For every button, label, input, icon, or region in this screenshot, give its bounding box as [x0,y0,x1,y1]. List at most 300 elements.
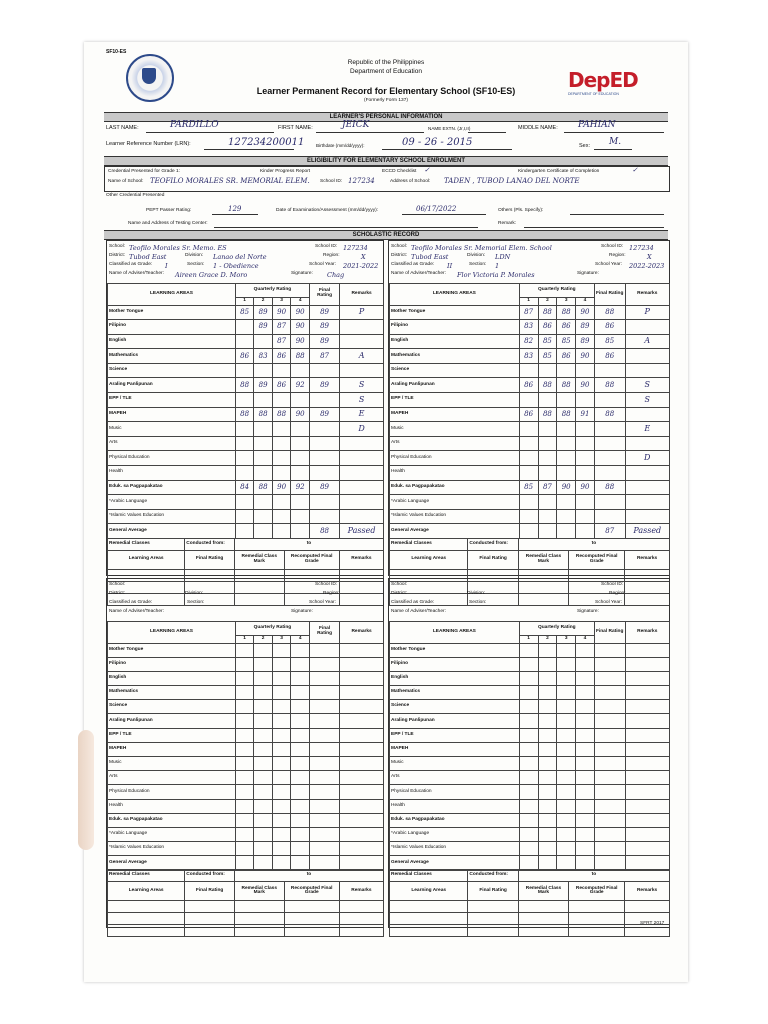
quarter-grade [519,700,538,714]
quarter-grade [291,700,310,714]
remedial-cell [185,901,235,913]
quarter-grade [291,757,310,771]
quarter-grade: 83 [519,320,538,335]
remark-value [625,480,669,495]
remark-value [625,349,669,364]
quarter-grade [557,799,576,813]
quarter-grade [557,436,576,451]
grade-label: Classified as Grade: [109,262,153,267]
remark-value: A [625,334,669,349]
division-value: Lanao del Norte [213,253,267,261]
remedial-cell [390,901,468,913]
quarter-grade [538,363,557,378]
remark-value [625,657,669,671]
final-grade: 89 [309,320,339,335]
quarter-1-header: 1 [235,297,254,305]
final-grade [309,436,339,451]
eccd-label: ECCD Checklist [382,169,417,174]
subject-label: EPP / TLE [108,728,236,742]
remedial-cell [569,925,625,937]
table-row [390,728,670,742]
school-year-label: School Year: [309,600,336,605]
division-label: Division: [467,253,486,258]
subject-label: Mother Tongue [108,305,236,320]
final-grade: 87 [594,524,625,539]
quarter-grade [557,363,576,378]
quarter-grade [576,393,595,408]
quarter-grade: 88 [235,378,254,393]
remark-value [625,842,669,856]
remedial-cell [185,913,235,925]
quarter-grade: 89 [254,305,273,320]
adviser-label: Name of Adviser/Teacher: [391,609,446,614]
final-grade [309,466,339,481]
school-label: School: [109,244,125,249]
remedial-cell [339,913,383,925]
quarter-grade [272,657,291,671]
grade-label: Classified as Grade: [391,262,435,267]
quarter-grade [235,856,254,870]
table-row [108,509,384,524]
remedial-cell [468,925,518,937]
quarter-grade [235,363,254,378]
final-grade [594,363,625,378]
quarter-grade [235,785,254,799]
remark-value: E [625,422,669,437]
quarter-grade [291,742,310,756]
section-label: Section: [187,262,205,267]
quarter-grade [538,686,557,700]
quarter-grade [557,451,576,466]
quarter-grade: 88 [254,407,273,422]
subject-label: EPP / TLE [108,393,236,408]
remark-value [340,334,384,349]
subject-label: Health [108,799,236,813]
remedial-classes-label: Remedial Classes [390,870,468,882]
quarter-grade: 87 [519,305,538,320]
subject-label: Music [390,757,520,771]
quarter-grade [557,509,576,524]
school-year-label: School Year: [309,262,336,267]
quarter-grade [291,422,310,437]
table-row [108,799,384,813]
learning-areas-header: LEARNING AREAS [108,622,236,644]
quarter-grade [576,686,595,700]
final-grade [309,509,339,524]
final-grade: 89 [309,334,339,349]
quarter-grade: 90 [576,480,595,495]
subject-label: *Islamic Values Education [390,842,520,856]
quarter-grade: 90 [291,407,310,422]
subject-label: Filipino [108,657,236,671]
quarter-grade [576,524,595,539]
subject-label: Arts [108,771,236,785]
quarter-grade [519,856,538,870]
school-year-label: School Year: [595,600,622,605]
quarter-grade [272,842,291,856]
remedial-class-mark-header: Remedial Class Mark [518,550,568,569]
remark-value [340,480,384,495]
remark-value: S [625,393,669,408]
school-year-label: School Year: [595,262,622,267]
kinder-cert-check-icon: ✓ [632,166,638,174]
subject-label: MAPEH [108,407,236,422]
region-label: Region: [323,253,340,258]
school-id-value: 127234 [348,177,375,185]
remark-value [625,320,669,335]
quarter-grade: 90 [291,320,310,335]
final-grade [309,393,339,408]
remedial-cell [468,913,518,925]
quarter-4-header: 4 [291,635,310,643]
quarter-grade [254,771,273,785]
conducted-from-label: Conducted from: [468,870,518,882]
final-rating-header: Final Rating [309,622,339,644]
quarter-grade: 85 [538,334,557,349]
quarter-grade [557,757,576,771]
remark-value [340,813,384,827]
quarter-grade [272,363,291,378]
quarter-grade: 88 [557,407,576,422]
subject-label: *Arabic Language [390,495,520,510]
table-row [390,320,670,335]
remedial-cell [284,925,339,937]
quarter-grade [519,671,538,685]
quarter-grade: 88 [272,407,291,422]
final-grade [309,842,339,856]
adviser-label: Name of Adviser/Teacher: [109,271,164,276]
final-grade [309,785,339,799]
final-grade [309,856,339,870]
quarter-grade [519,466,538,481]
subject-label: English [390,334,520,349]
quarter-grade [519,799,538,813]
subject-label: EPP / TLE [390,393,520,408]
final-grade [309,827,339,841]
remark-value [625,671,669,685]
table-row [390,393,670,408]
quarter-grade [576,742,595,756]
table-row [390,495,670,510]
remark-value [340,771,384,785]
quarter-grade [557,524,576,539]
middle-name-label: MIDDLE NAME: [518,125,558,131]
subject-label: Eduk. sa Pagpapakatao [390,813,520,827]
quarter-grade: 88 [557,305,576,320]
kinder-report-label: Kinder Progress Report [260,169,311,174]
quarter-1-header: 1 [235,635,254,643]
scholastic-bar: SCHOLASTIC RECORD [104,230,668,240]
thumb-edge [78,730,94,850]
form-title: Learner Permanent Record for Elementary School (SF10-ES) [256,86,516,96]
quarter-grade [576,643,595,657]
remedial-table [389,869,670,937]
district-value: Tubod East [129,253,167,261]
table-row [108,378,384,393]
final-grade [309,643,339,657]
final-grade: 86 [594,320,625,335]
quarter-grade: 88 [538,407,557,422]
final-grade [594,785,625,799]
table-row [108,686,384,700]
remark-value [340,700,384,714]
quarter-grade: 86 [235,349,254,364]
quarter-grade [538,466,557,481]
remark-value [625,495,669,510]
quarter-grade [235,509,254,524]
quarter-grade: 92 [291,480,310,495]
remedial-class-mark-header: Remedial Class Mark [234,550,284,569]
other-credential-label: Other Credential Presented [106,193,165,198]
quarter-grade [272,466,291,481]
remark-value [340,856,384,870]
quarter-grade [576,422,595,437]
final-grade: 88 [594,378,625,393]
grades-table [107,283,384,539]
subject-label: EPP / TLE [390,728,520,742]
last-name-label: LAST NAME: [106,125,139,131]
remedial-cell [284,901,339,913]
quarter-grade [519,436,538,451]
grade-value: I [165,262,168,270]
remedial-table [107,869,384,937]
quarter-grade [235,771,254,785]
quarter-grade [538,827,557,841]
quarter-grade [576,842,595,856]
quarter-grade [557,771,576,785]
final-grade [309,714,339,728]
remedial-cell [108,925,185,937]
final-grade [309,495,339,510]
quarter-grade [291,785,310,799]
remark-value [625,856,669,870]
remedial-final-rating-header: Final Rating [185,882,235,901]
subject-label: Mathematics [390,349,520,364]
quarter-grade [519,686,538,700]
middle-name-value: PAHIAN [578,120,616,130]
final-grade [594,495,625,510]
quarter-grade [291,657,310,671]
final-grade: 88 [594,305,625,320]
quarter-grade [235,657,254,671]
final-grade: 88 [309,524,339,539]
remark-value [340,320,384,335]
table-row [390,842,670,856]
quarter-grade [538,856,557,870]
quarter-grade [254,524,273,539]
quarter-grade [235,451,254,466]
quarter-grade [235,827,254,841]
quarter-grade [519,495,538,510]
quarter-grade [557,728,576,742]
quarter-grade [519,813,538,827]
signature-value: Chag [327,271,345,279]
table-row [390,451,670,466]
school-id-label: School ID: [601,582,624,587]
quarter-grade [254,643,273,657]
quarter-grade: 87 [538,480,557,495]
remark-value [625,643,669,657]
quarter-grade [272,436,291,451]
quarter-grade: 89 [254,378,273,393]
quarter-grade [576,363,595,378]
quarter-grade [254,334,273,349]
table-row [390,524,670,539]
quarter-grade [235,799,254,813]
quarter-grade [557,714,576,728]
remarks-header: Remarks [625,622,669,644]
quarter-grade [254,657,273,671]
subject-label: General Average [108,524,236,539]
quarter-grade [254,742,273,756]
quarter-grade [291,714,310,728]
subject-label: Mother Tongue [390,643,520,657]
quarter-grade [254,827,273,841]
remark-value [340,842,384,856]
to-label: to [234,870,383,882]
table-row [108,495,384,510]
remark-value: E [340,407,384,422]
quarter-grade: 88 [291,349,310,364]
subject-label: General Average [108,856,236,870]
final-grade [594,422,625,437]
remark-value: S [625,378,669,393]
subject-label: Physical Education [390,785,520,799]
quarter-grade [272,742,291,756]
quarter-grade [557,671,576,685]
division-label: Division: [185,253,204,258]
remark-value [625,686,669,700]
adviser-value: Aireen Grace D. Moro [175,271,248,279]
remark-value [340,686,384,700]
division-label: Division: [185,591,204,596]
subject-label: Physical Education [108,785,236,799]
quarter-grade [576,771,595,785]
quarter-grade [538,393,557,408]
quarter-grade [557,686,576,700]
subject-label: Arts [390,436,520,451]
final-grade [594,856,625,870]
quarter-grade: 86 [538,320,557,335]
quarter-grade: 84 [235,480,254,495]
quarter-grade [291,799,310,813]
school-label: School: [109,582,125,587]
table-row [108,742,384,756]
remedial-cell [468,901,518,913]
subject-label: Science [108,363,236,378]
final-grade [594,771,625,785]
quarter-grade [272,451,291,466]
table-row [108,771,384,785]
kinder-cert-label: Kindergarten Certificate of Completion [518,169,600,174]
table-row [390,657,670,671]
quarter-grade: 88 [235,407,254,422]
subject-label: *Islamic Values Education [390,509,520,524]
remark-value [340,643,384,657]
quarter-grade [254,714,273,728]
region-label: Region: [609,253,626,258]
quarter-grade [519,524,538,539]
quarter-grade [254,393,273,408]
deped-logo: DepED [568,68,638,92]
subject-label: *Arabic Language [108,495,236,510]
final-grade [594,700,625,714]
quarter-grade [235,436,254,451]
region-value: X [647,253,652,261]
quarter-grade [291,827,310,841]
table-row [390,700,670,714]
quarter-grade: 86 [557,320,576,335]
final-grade [594,671,625,685]
remark-value: S [340,378,384,393]
table-row [108,466,384,481]
table-row [108,657,384,671]
table-row [390,305,670,320]
table-row [390,785,670,799]
remark-value [625,757,669,771]
final-grade: 87 [309,349,339,364]
quarter-grade [557,422,576,437]
lrn-label: Learner Reference Number (LRN): [106,141,191,147]
quarter-grade [272,771,291,785]
subject-label: Health [390,466,520,481]
table-row [108,524,384,539]
conducted-from-label: Conducted from: [185,870,235,882]
remark-value [340,363,384,378]
quarter-grade [254,799,273,813]
grades-table [389,283,670,539]
quarter-grade [519,509,538,524]
final-grade [309,422,339,437]
remedial-remarks-header: Remarks [339,882,383,901]
quarter-grade: 89 [254,320,273,335]
school-id-label: School ID: [320,179,343,184]
school-id-label: School ID: [601,244,624,249]
subject-label: English [390,671,520,685]
quarter-grade: 86 [519,378,538,393]
subject-label: Mathematics [390,686,520,700]
subject-label: *Arabic Language [108,827,236,841]
remedial-cell [284,913,339,925]
quarter-grade [235,686,254,700]
table-row [390,378,670,393]
final-grade [594,657,625,671]
quarter-grade [576,436,595,451]
remark-value: P [625,305,669,320]
grade-label: Classified as Grade: [391,600,435,605]
school-year-value: 2021-2022 [343,262,379,270]
eccd-check-icon: ✓ [424,166,430,174]
table-row [108,480,384,495]
subject-label: Eduk. sa Pagpapakatao [108,480,236,495]
quarter-grade [538,714,557,728]
remedial-cell [390,925,468,937]
final-grade [594,728,625,742]
quarter-grade [291,842,310,856]
quarter-grade: 83 [254,349,273,364]
quarter-grade: 86 [519,407,538,422]
school-name-value: TEOFILO MORALES SR. MEMORIAL ELEM. [150,177,310,185]
remedial-remarks-header: Remarks [625,882,670,901]
quarter-grade: 91 [576,407,595,422]
table-row [390,799,670,813]
quarter-grade [538,700,557,714]
adviser-label: Name of Adviser/Teacher: [109,609,164,614]
to-label: to [518,538,669,550]
quarter-grade [576,728,595,742]
final-grade: 88 [594,407,625,422]
quarter-grade [235,422,254,437]
